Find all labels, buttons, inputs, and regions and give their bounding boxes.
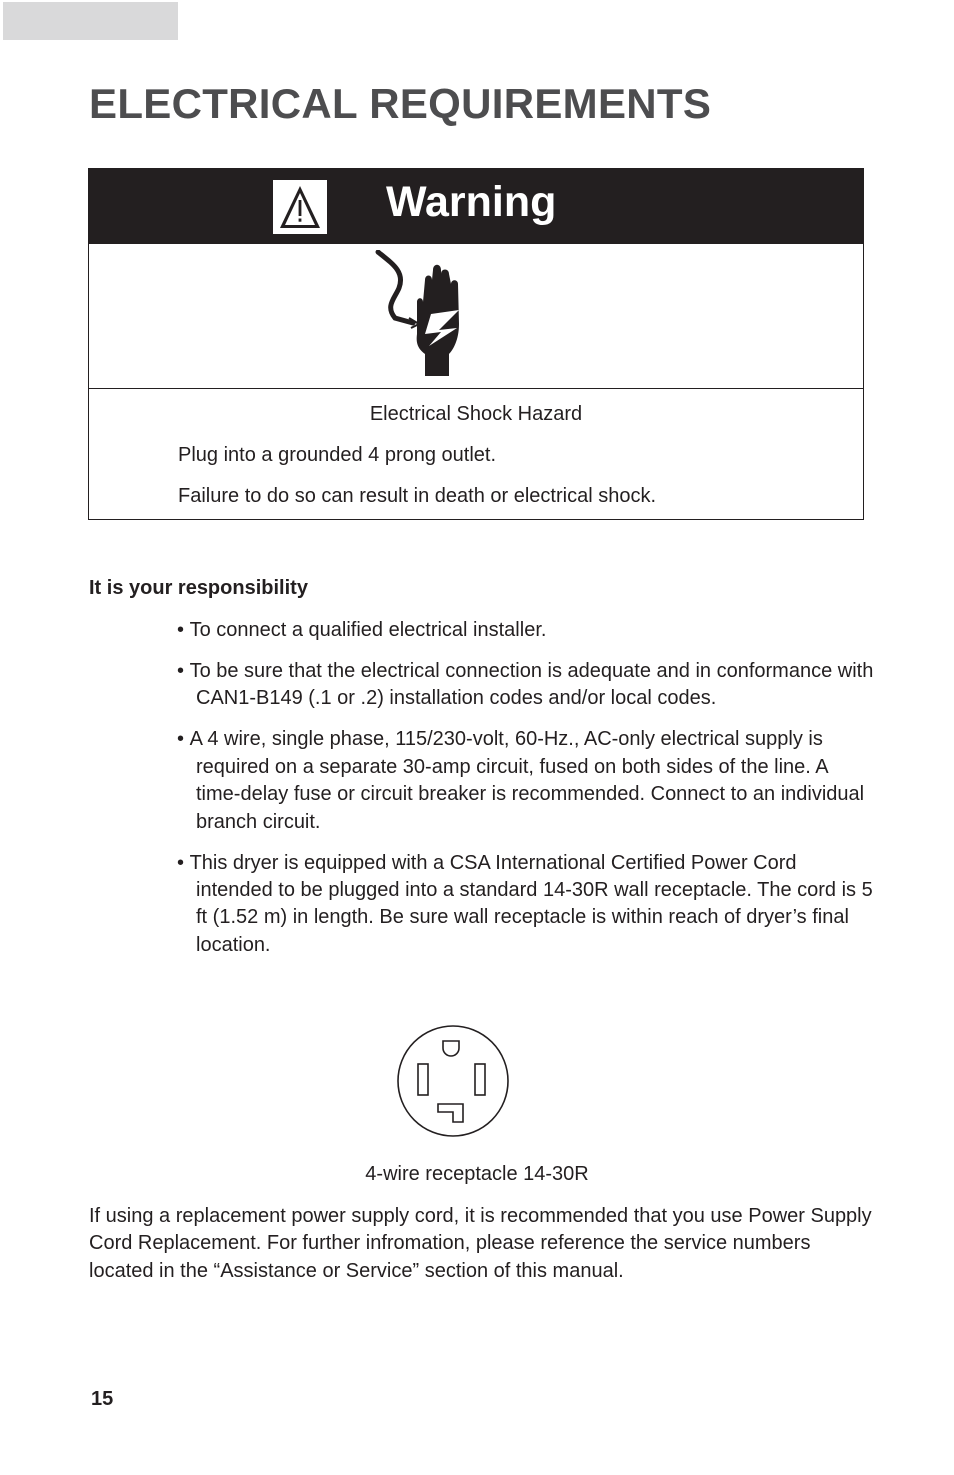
warning-line-outlet: Plug into a grounded 4 prong outlet. (178, 444, 497, 466)
responsibility-list (175, 617, 875, 973)
section-tab (3, 2, 178, 40)
hazard-icon-area (89, 244, 863, 389)
list-item: • This dryer is equipped with a CSA International Certified Power Cord intended to be plugged into a standard 14-30R wall receptacle. The cord is 5 ft (1.52 m) in length. Be sure wall receptacle is within reach of dryer’s final location. (175, 850, 875, 960)
warning-header (89, 169, 863, 244)
warning-box (88, 168, 864, 520)
warning-title: Warning (386, 178, 557, 226)
replacement-cord-paragraph: If using a replacement power supply cord, it is recommended that you use Power Supply Cord Replacement. For further infromation, please reference the service numbers located in the “Assistance or Service” section of this manual. (89, 1205, 872, 1282)
list-item: • A 4 wire, single phase, 115/230-volt, 60-Hz., AC-only electrical supply is required on a separate 30-amp circuit, fused on both sides of the line. A time-delay fuse or circuit breaker is recommended. Connect to an individual branch circuit. (175, 726, 875, 836)
responsibility-heading: It is your responsibility (89, 577, 308, 599)
list-item: • To connect a qualified electrical installer. (175, 617, 875, 644)
list-item: • To be sure that the electrical connection is adequate and in conformance with CAN1-B149 (.1 or .2) installation codes and/or local codes. (175, 658, 875, 713)
warning-line-consequence: Failure to do so can result in death or electrical shock. (178, 485, 657, 507)
warning-triangle-icon (273, 180, 327, 234)
hazard-title: Electrical Shock Hazard (369, 403, 583, 425)
receptacle-caption: 4-wire receptacle 14-30R (365, 1163, 589, 1185)
electrical-shock-hand-icon (373, 250, 493, 380)
page-number: 15 (91, 1388, 114, 1410)
page-title: ELECTRICAL REQUIREMENTS (89, 80, 712, 127)
receptacle-14-30r-icon (396, 1024, 510, 1138)
